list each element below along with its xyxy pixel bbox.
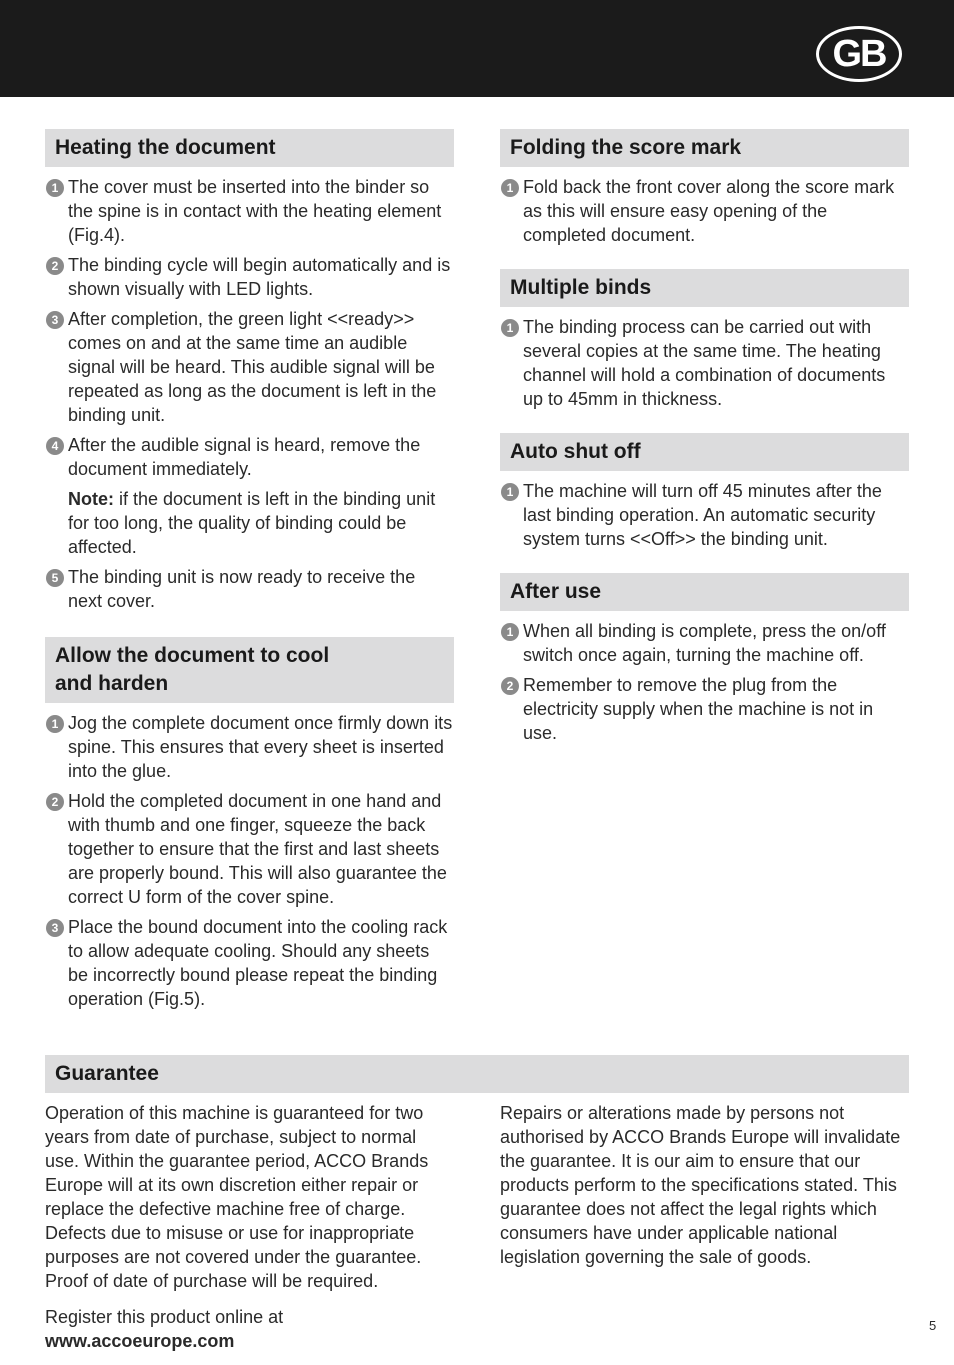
number-2-icon: 2 xyxy=(501,677,519,695)
country-badge: GB xyxy=(816,26,902,82)
step-text: Hold the completed document in one hand and with thumb and one finger, squeeze the back together to ensure that the first and last sheets are properly bound. This will also guarantee the correct U form of the cover spine. xyxy=(68,791,447,907)
section-folding xyxy=(500,129,909,247)
step-text: Jog the complete document once firmly down its spine. This ensures that every sheet is inserted into the glue. xyxy=(68,713,453,781)
left-column xyxy=(45,129,454,1017)
guarantee-columns xyxy=(45,1101,909,1365)
guarantee-right xyxy=(500,1101,909,1365)
section-title: Folding the score mark xyxy=(500,129,909,167)
section-title: Multiple binds xyxy=(500,269,909,307)
register-line xyxy=(45,1305,454,1353)
section-heating xyxy=(45,129,454,613)
step-list xyxy=(500,479,909,551)
number-2-icon: 2 xyxy=(46,793,64,811)
step-text: The binding unit is now ready to receive the next cover. xyxy=(68,567,416,611)
step-text: The cover must be inserted into the binder so the spine is in contact with the heating element (Fig.4). xyxy=(68,177,442,245)
step-text: The machine will turn off 45 minutes after the last binding operation. An automatic security system turns <<Off>> the binding unit. xyxy=(523,481,882,549)
step-list xyxy=(500,619,909,745)
list-item xyxy=(500,175,909,247)
note-label: Note: xyxy=(68,489,114,509)
list-item xyxy=(45,175,454,247)
list-item xyxy=(45,915,454,1011)
header-bar xyxy=(0,0,954,97)
step-text: After completion, the green light <<ready>> comes on and at the same time an audible signal will be heard. This audible signal will be repeated as long as the document is left in the binding unit. xyxy=(68,309,437,425)
guarantee-left xyxy=(45,1101,454,1365)
list-item xyxy=(45,433,454,481)
section-title: Auto shut off xyxy=(500,433,909,471)
section-title: Guarantee xyxy=(45,1055,909,1093)
number-3-icon: 3 xyxy=(46,919,64,937)
register-text: Register this product online at xyxy=(45,1307,284,1327)
step-text: After the audible signal is heard, remove the document immediately. xyxy=(68,435,421,479)
section-after-use xyxy=(500,573,909,745)
note xyxy=(45,487,454,559)
list-item xyxy=(500,479,909,551)
list-item xyxy=(500,673,909,745)
step-text: Fold back the front cover along the score mark as this will ensure easy opening of the completed document. xyxy=(523,177,895,245)
section-title: After use xyxy=(500,573,909,611)
section-title-line: and harden xyxy=(55,672,169,695)
number-1-icon: 1 xyxy=(501,319,519,337)
list-item xyxy=(500,315,909,411)
number-1-icon: 1 xyxy=(46,715,64,733)
step-text: Remember to remove the plug from the electricity supply when the machine is not in use. xyxy=(523,675,874,743)
step-text: The binding process can be carried out with several copies at the same time. The heating channel will hold a combination of documents up to 45mm in thickness. xyxy=(523,317,886,409)
step-text: The binding cycle will begin automatically and is shown visually with LED lights. xyxy=(68,255,451,299)
step-text: Place the bound document into the cooling rack to allow adequate cooling. Should any sheets be incorrectly bound please repeat the binding operation (Fig.5). xyxy=(68,917,448,1009)
step-list xyxy=(45,175,454,481)
section-cool xyxy=(45,637,454,1011)
register-link[interactable]: www.accoeurope.com xyxy=(45,1331,235,1351)
note-text: if the document is left in the binding unit for too long, the quality of binding could be affected. xyxy=(68,489,436,557)
number-3-icon: 3 xyxy=(46,311,64,329)
step-list xyxy=(500,315,909,411)
number-1-icon: 1 xyxy=(501,623,519,641)
list-item xyxy=(45,253,454,301)
step-list xyxy=(45,565,454,613)
step-list xyxy=(500,175,909,247)
section-title-line: Allow the document to cool xyxy=(55,644,330,667)
right-column xyxy=(500,129,909,751)
number-2-icon: 2 xyxy=(46,257,64,275)
list-item xyxy=(45,711,454,783)
section-auto-shut-off xyxy=(500,433,909,551)
page-number: 5 xyxy=(929,1318,937,1333)
list-item xyxy=(45,307,454,427)
list-item xyxy=(45,789,454,909)
guarantee-text: Operation of this machine is guaranteed for two years from date of purchase, subject to normal use. Within the guarantee period, ACCO Brands Europe will at its own discretion either repair or replace the defective machine free of charge. Defects due to misuse or use for inappropriate purposes are not covered under the guarantee. Proof of date of purchase will be required. xyxy=(45,1103,429,1291)
number-1-icon: 1 xyxy=(46,179,64,197)
guarantee-text: Repairs or alterations made by persons not authorised by ACCO Brands Europe will invalidate the guarantee. It is our aim to ensure that our products perform to the specifications stated. This guarantee does not affect the legal rights which consumers have under applicable national legislation governing the sale of goods. xyxy=(500,1103,901,1267)
number-4-icon: 4 xyxy=(46,437,64,455)
section-title xyxy=(45,637,454,703)
section-title: Heating the document xyxy=(45,129,454,167)
section-multiple xyxy=(500,269,909,411)
step-text: When all binding is complete, press the on/off switch once again, turning the machine off. xyxy=(523,621,886,665)
step-list xyxy=(45,711,454,1011)
list-item xyxy=(500,619,909,667)
section-guarantee xyxy=(45,1055,909,1365)
number-1-icon: 1 xyxy=(501,179,519,197)
list-item xyxy=(45,565,454,613)
number-1-icon: 1 xyxy=(501,483,519,501)
number-5-icon: 5 xyxy=(46,569,64,587)
